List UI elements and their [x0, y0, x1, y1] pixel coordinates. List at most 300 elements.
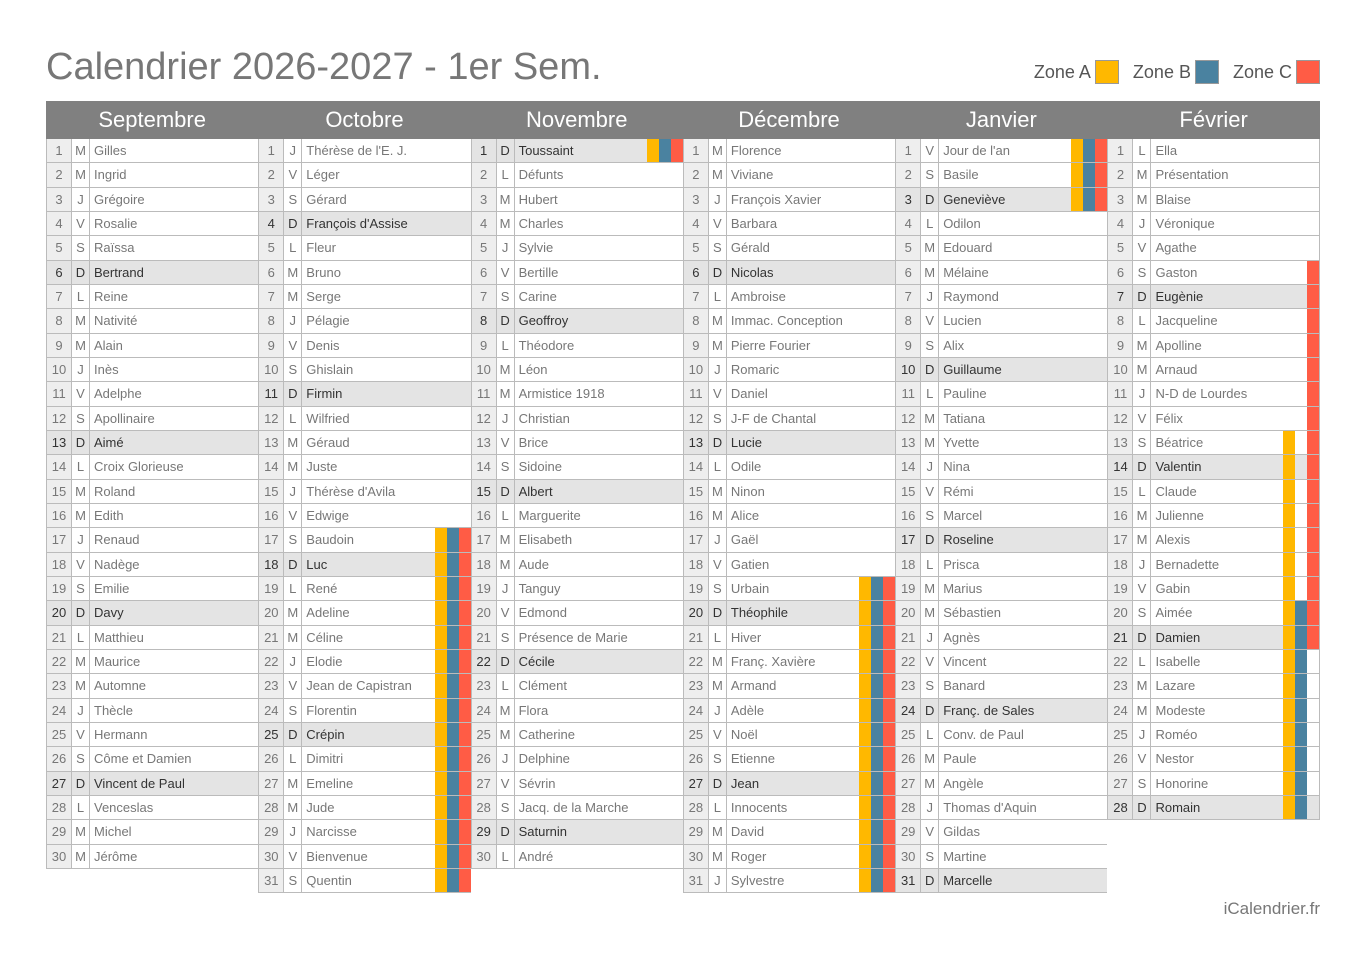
weekday-letter: J	[709, 358, 727, 381]
saint-name: Jour de l'an	[943, 143, 1010, 158]
day-row	[258, 601, 470, 625]
day-number: 19	[472, 577, 497, 600]
weekday-letter: J	[921, 285, 939, 308]
day-row	[895, 309, 1107, 333]
weekday-letter: V	[284, 845, 302, 868]
saint-name: Tanguy	[518, 580, 561, 596]
day-number: 5	[684, 236, 709, 259]
saint-name: Roland	[94, 483, 136, 499]
day-row	[1107, 674, 1319, 698]
day-row	[258, 358, 470, 382]
holiday-zone-c	[883, 772, 895, 795]
holiday-zone-a	[859, 674, 871, 697]
day-row	[683, 139, 895, 163]
month-column	[895, 101, 1107, 893]
day-number: 13	[47, 431, 72, 454]
holiday-zone-c	[1095, 139, 1107, 162]
day-row	[471, 139, 683, 163]
day-number: 22	[47, 650, 72, 673]
weekday-letter: M	[921, 577, 939, 600]
saint-name: Renaud	[94, 532, 140, 548]
holiday-zone-c	[1095, 163, 1107, 186]
holiday-zone-c	[1307, 431, 1319, 454]
day-number: 8	[47, 309, 72, 332]
day-row	[46, 382, 258, 406]
weekday-letter: M	[72, 139, 90, 162]
day-row	[471, 699, 683, 723]
weekday-letter: L	[921, 212, 939, 235]
saint-name: Edouard	[943, 240, 993, 256]
day-number: 12	[259, 407, 284, 430]
month-header: Février	[1107, 101, 1319, 139]
day-row	[46, 699, 258, 723]
saint-name: Matthieu	[94, 629, 144, 645]
day-number: 21	[896, 626, 921, 649]
legend-item	[1233, 60, 1320, 84]
day-number: 20	[1108, 601, 1133, 624]
holiday-zone-c	[671, 139, 683, 162]
day-row	[471, 407, 683, 431]
day-number: 29	[47, 820, 72, 843]
day-row	[258, 528, 470, 552]
saint-name: Damien	[1155, 629, 1201, 645]
saint-name: Bienvenue	[306, 848, 368, 864]
day-number: 10	[259, 358, 284, 381]
saint-name: Mélaine	[943, 264, 989, 280]
day-row	[471, 285, 683, 309]
holiday-zone-a	[859, 845, 871, 868]
saint-name: Gaston	[1155, 264, 1198, 280]
holiday-zone-a	[859, 820, 871, 843]
day-row	[895, 772, 1107, 796]
day-number: 6	[47, 261, 72, 284]
saint-name: Prisca	[943, 556, 980, 572]
saint-name: Inès	[94, 361, 119, 377]
holiday-zone-b	[1083, 139, 1095, 162]
day-row	[46, 358, 258, 382]
day-number: 5	[47, 236, 72, 259]
holiday-zone-c	[1307, 626, 1319, 649]
legend-item	[1133, 60, 1219, 84]
day-number: 1	[896, 139, 921, 162]
day-number: 17	[896, 528, 921, 551]
day-number: 6	[896, 261, 921, 284]
day-row	[258, 455, 470, 479]
holiday-zone-b	[1295, 601, 1307, 624]
day-number: 12	[684, 407, 709, 430]
day-row	[258, 163, 470, 187]
day-number: 4	[47, 212, 72, 235]
weekday-letter: D	[709, 772, 727, 795]
day-row	[258, 796, 470, 820]
weekday-letter: L	[284, 747, 302, 770]
weekday-letter: J	[284, 309, 302, 332]
saint-name: Raymond	[943, 288, 999, 304]
day-number: 4	[472, 212, 497, 235]
day-row	[1107, 747, 1319, 771]
month-header: Septembre	[46, 101, 258, 139]
day-number: 28	[684, 796, 709, 819]
holiday-zone-c	[459, 553, 471, 576]
day-row	[1107, 236, 1319, 260]
holiday-zone-b	[871, 699, 883, 722]
day-number: 19	[47, 577, 72, 600]
holiday-zone-a	[1071, 139, 1083, 162]
holiday-zone-a	[859, 626, 871, 649]
saint-name: Denis	[306, 337, 340, 353]
saint-name: Serge	[306, 288, 341, 304]
weekday-letter: M	[72, 480, 90, 503]
legend-label: Zone C	[1232, 61, 1292, 82]
day-number: 15	[259, 480, 284, 503]
saint-name: Ninon	[730, 483, 765, 499]
saint-name: Gabin	[1155, 580, 1191, 596]
saint-name: Nicolas	[730, 264, 774, 280]
month-column	[258, 101, 470, 893]
weekday-letter: S	[709, 577, 727, 600]
holiday-zone-b	[871, 772, 883, 795]
saint-name: Lucien	[943, 313, 982, 329]
weekday-letter: M	[284, 601, 302, 624]
saint-name: Saturnin	[518, 824, 568, 840]
day-number: 16	[259, 504, 284, 527]
day-number: 22	[1108, 650, 1133, 673]
day-row	[258, 480, 470, 504]
weekday-letter: M	[921, 431, 939, 454]
weekday-letter: V	[284, 504, 302, 527]
day-number: 11	[259, 382, 284, 405]
holiday-zone-c	[459, 869, 471, 892]
day-row	[1107, 723, 1319, 747]
holiday-zone-a	[1283, 674, 1295, 697]
day-number: 14	[684, 455, 709, 478]
holiday-zone-b	[447, 601, 459, 624]
day-row	[895, 723, 1107, 747]
saint-name: Daniel	[730, 386, 768, 402]
saint-name: Eugènie	[1155, 288, 1204, 304]
weekday-letter: M	[497, 553, 515, 576]
weekday-letter: S	[1133, 601, 1151, 624]
day-row	[895, 674, 1107, 698]
holiday-zone-b	[1295, 723, 1307, 746]
saint-name: Fleur	[306, 240, 336, 256]
holiday-zone-a	[435, 650, 447, 673]
day-row	[1107, 407, 1319, 431]
holiday-zone-a	[859, 869, 871, 892]
day-row	[895, 528, 1107, 552]
weekday-letter: M	[284, 261, 302, 284]
saint-name: Honorine	[1155, 775, 1209, 791]
day-row	[683, 626, 895, 650]
saint-name: Martine	[943, 848, 987, 864]
weekday-letter: L	[497, 845, 515, 868]
saint-name: François d'Assise	[306, 215, 408, 231]
day-row	[471, 723, 683, 747]
weekday-letter: M	[1133, 188, 1151, 211]
weekday-letter: J	[1133, 212, 1151, 235]
day-number: 26	[1108, 747, 1133, 770]
day-row	[46, 309, 258, 333]
saint-name: Guillaume	[943, 361, 1002, 377]
saint-name: J-F de Chantal	[730, 410, 817, 426]
day-row	[1107, 334, 1319, 358]
saint-name: Crépin	[306, 726, 345, 742]
day-number: 13	[1108, 431, 1133, 454]
saint-name: Elisabeth	[518, 532, 573, 548]
day-number: 10	[1108, 358, 1133, 381]
day-row	[258, 626, 470, 650]
day-row	[46, 480, 258, 504]
weekday-letter: M	[709, 163, 727, 186]
day-row	[258, 723, 470, 747]
day-number: 25	[47, 723, 72, 746]
weekday-letter: V	[497, 601, 515, 624]
day-row	[46, 553, 258, 577]
holiday-zone-a	[435, 820, 447, 843]
saint-name: Edwige	[306, 507, 349, 523]
day-number: 28	[472, 796, 497, 819]
weekday-letter: M	[1133, 163, 1151, 186]
weekday-letter: D	[1133, 285, 1151, 308]
weekday-letter: D	[72, 261, 90, 284]
weekday-letter: D	[497, 650, 515, 673]
weekday-letter: S	[921, 504, 939, 527]
saint-name: Etienne	[730, 751, 775, 767]
holiday-zone-c	[459, 626, 471, 649]
day-row	[471, 528, 683, 552]
holiday-zone-c	[459, 577, 471, 600]
weekday-letter: S	[72, 747, 90, 770]
saint-name: Catherine	[518, 726, 575, 742]
holiday-zone-c	[459, 845, 471, 868]
saint-name: Geoffroy	[518, 313, 569, 329]
saint-name: Gilles	[94, 143, 127, 158]
saint-name: Lazare	[1155, 678, 1196, 694]
saint-name: Ella	[1155, 143, 1178, 158]
saint-name: Côme et Damien	[94, 751, 192, 767]
weekday-letter: M	[497, 723, 515, 746]
day-row	[895, 577, 1107, 601]
day-number: 2	[47, 163, 72, 186]
day-row	[683, 188, 895, 212]
day-number: 28	[1108, 796, 1133, 819]
holiday-zone-c	[883, 601, 895, 624]
day-number: 10	[684, 358, 709, 381]
day-row	[46, 407, 258, 431]
day-row	[471, 577, 683, 601]
holiday-zone-b	[447, 699, 459, 722]
weekday-letter: J	[1133, 382, 1151, 405]
day-number: 18	[1108, 553, 1133, 576]
day-row	[46, 577, 258, 601]
day-row	[895, 869, 1107, 893]
holiday-zone-c	[883, 845, 895, 868]
weekday-letter: M	[1133, 504, 1151, 527]
day-row	[1107, 577, 1319, 601]
day-row	[258, 236, 470, 260]
day-row	[46, 334, 258, 358]
day-row	[46, 188, 258, 212]
day-row	[46, 796, 258, 820]
saint-name: Romaric	[730, 361, 780, 377]
day-row	[471, 163, 683, 187]
day-number: 27	[472, 772, 497, 795]
day-number: 25	[1108, 723, 1133, 746]
day-number: 30	[684, 845, 709, 868]
day-number: 24	[259, 699, 284, 722]
holiday-zone-b	[1295, 674, 1307, 697]
saint-name: Hubert	[518, 191, 558, 207]
weekday-letter: V	[921, 480, 939, 503]
calendar-grid	[46, 101, 1320, 893]
holiday-zone-a	[435, 796, 447, 819]
saint-name: Céline	[306, 629, 344, 645]
holiday-zone-c	[1307, 601, 1319, 624]
holiday-zone-c	[1307, 528, 1319, 551]
day-number: 21	[259, 626, 284, 649]
day-number: 6	[684, 261, 709, 284]
month-column	[1107, 101, 1319, 893]
holiday-zone-a	[1283, 626, 1295, 649]
saint-name: Ambroise	[730, 288, 786, 304]
day-number: 12	[896, 407, 921, 430]
day-number: 23	[896, 674, 921, 697]
saint-name: Alain	[94, 337, 123, 353]
saint-name: Sébastien	[943, 605, 1002, 621]
day-number: 26	[472, 747, 497, 770]
holiday-zone-b	[871, 626, 883, 649]
saint-name: Défunts	[518, 167, 564, 183]
day-row	[683, 528, 895, 552]
saint-name: Roméo	[1155, 726, 1198, 742]
day-number: 14	[1108, 455, 1133, 478]
saint-name: Pierre Fourier	[730, 337, 811, 353]
holiday-zone-b	[871, 723, 883, 746]
legend-item	[1034, 60, 1119, 84]
weekday-letter: M	[284, 796, 302, 819]
day-number: 2	[1108, 163, 1133, 186]
holiday-zone-b	[1295, 772, 1307, 795]
holiday-zone-a	[435, 772, 447, 795]
saint-name: Nativité	[94, 313, 138, 329]
weekday-letter: M	[1133, 334, 1151, 357]
day-number: 1	[47, 139, 72, 162]
day-number: 11	[684, 382, 709, 405]
holiday-zone-a	[1283, 480, 1295, 503]
day-number: 14	[47, 455, 72, 478]
weekday-letter: M	[921, 772, 939, 795]
day-number: 23	[259, 674, 284, 697]
holiday-zone-a	[435, 528, 447, 551]
day-row	[1107, 431, 1319, 455]
day-row	[1107, 188, 1319, 212]
weekday-letter: J	[284, 139, 302, 162]
day-number: 20	[47, 601, 72, 624]
saint-name: Innocents	[730, 799, 788, 815]
day-row	[258, 820, 470, 844]
weekday-letter: M	[497, 699, 515, 722]
holiday-zone-c	[883, 796, 895, 819]
day-row	[683, 796, 895, 820]
saint-name: Maurice	[94, 653, 141, 669]
holiday-zone-b	[447, 626, 459, 649]
saint-name: Thomas d'Aquin	[943, 799, 1037, 815]
day-row	[471, 188, 683, 212]
saint-name: Léger	[306, 167, 340, 183]
saint-name: Agathe	[1155, 240, 1197, 256]
holiday-zone-c	[1307, 577, 1319, 600]
day-row	[895, 601, 1107, 625]
weekday-letter: L	[497, 504, 515, 527]
day-row	[46, 285, 258, 309]
day-number: 29	[896, 820, 921, 843]
weekday-letter: J	[497, 407, 515, 430]
day-number: 10	[47, 358, 72, 381]
day-row	[46, 455, 258, 479]
day-row	[258, 334, 470, 358]
saint-name: Reine	[94, 288, 128, 304]
saint-name: Davy	[94, 605, 124, 621]
weekday-letter: D	[1133, 455, 1151, 478]
day-number: 13	[684, 431, 709, 454]
day-number: 20	[896, 601, 921, 624]
day-row	[258, 309, 470, 333]
day-number: 1	[1108, 139, 1133, 162]
day-row	[46, 163, 258, 187]
day-row	[1107, 626, 1319, 650]
weekday-letter: S	[709, 747, 727, 770]
weekday-letter: M	[284, 626, 302, 649]
weekday-letter: J	[72, 699, 90, 722]
day-number: 20	[684, 601, 709, 624]
day-number: 18	[896, 553, 921, 576]
holiday-zone-c	[883, 674, 895, 697]
holiday-zone-c	[1307, 309, 1319, 332]
weekday-letter: M	[709, 309, 727, 332]
saint-name: Claude	[1155, 483, 1197, 499]
day-row	[895, 139, 1107, 163]
weekday-letter: M	[709, 504, 727, 527]
day-number: 9	[1108, 334, 1133, 357]
day-number: 27	[896, 772, 921, 795]
holiday-zone-b	[871, 601, 883, 624]
saint-name: Aimée	[1155, 605, 1193, 621]
weekday-letter: M	[72, 845, 90, 868]
weekday-letter: J	[497, 236, 515, 259]
weekday-letter: L	[72, 285, 90, 308]
saint-name: Grégoire	[94, 191, 145, 207]
holiday-zone-c	[459, 699, 471, 722]
day-number: 10	[472, 358, 497, 381]
weekday-letter: L	[709, 285, 727, 308]
day-row	[471, 820, 683, 844]
saint-name: Basile	[943, 167, 979, 183]
weekday-letter: M	[284, 431, 302, 454]
holiday-zone-b	[1083, 188, 1095, 211]
weekday-letter: J	[72, 528, 90, 551]
weekday-letter: M	[921, 236, 939, 259]
weekday-letter: L	[1133, 480, 1151, 503]
holiday-zone-b	[447, 845, 459, 868]
weekday-letter: J	[921, 455, 939, 478]
weekday-letter: M	[497, 188, 515, 211]
holiday-zone-c	[883, 820, 895, 843]
holiday-zone-c	[1307, 504, 1319, 527]
weekday-letter: J	[284, 480, 302, 503]
weekday-letter: V	[709, 382, 727, 405]
zone-legend	[1034, 60, 1320, 84]
saint-name: Géraud	[306, 434, 350, 450]
